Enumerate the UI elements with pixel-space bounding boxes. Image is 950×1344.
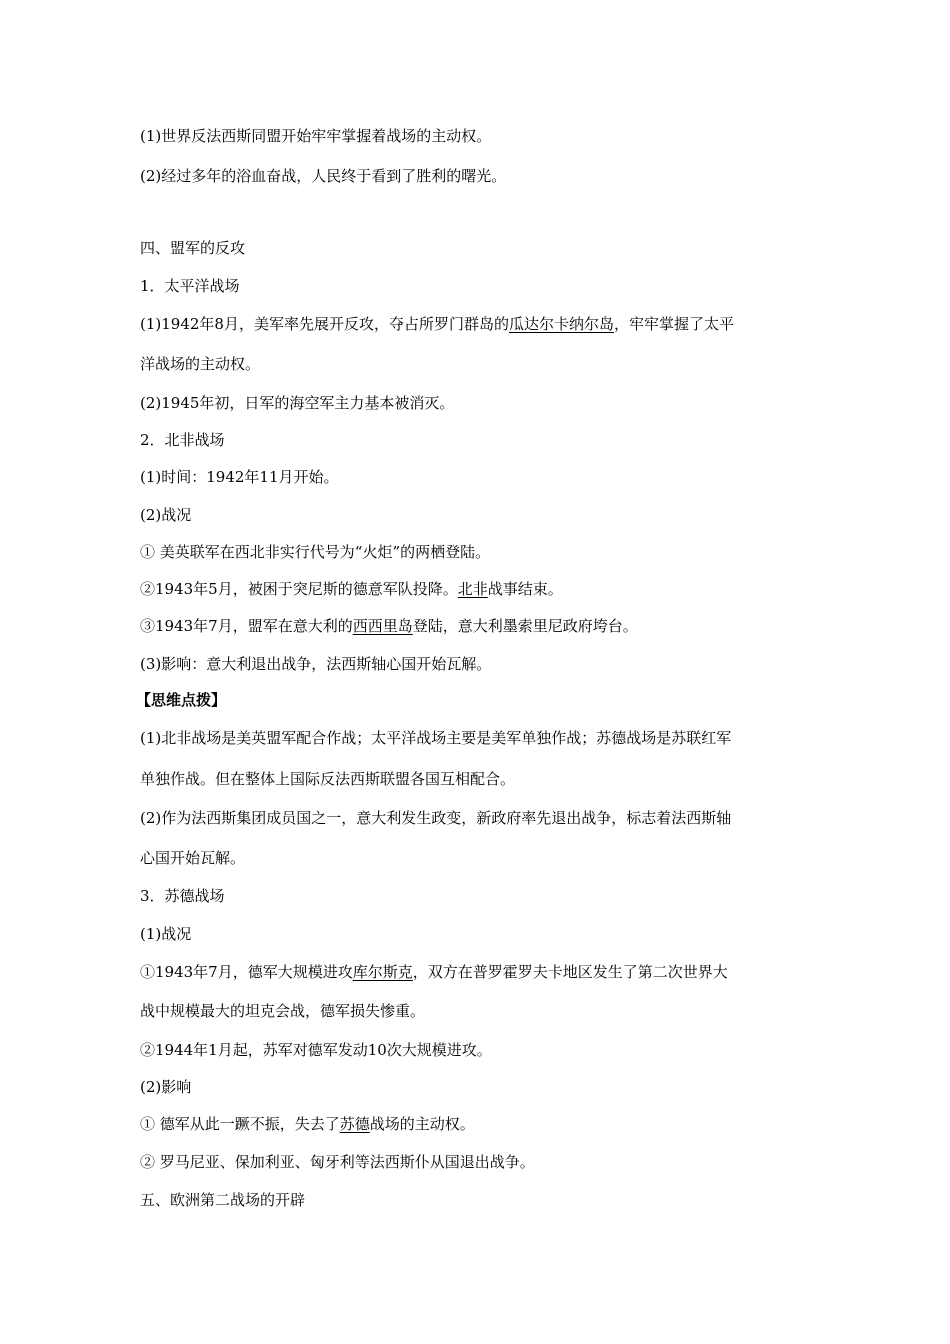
underlined-term: 苏德 [339, 1115, 370, 1133]
paragraph-line: (1)战况 [140, 925, 192, 943]
paragraph-line [140, 616, 638, 636]
paragraph-line: ① 美英联军在西北非实行代号为“火炬”的两栖登陆。 [140, 543, 491, 561]
text-run: ②1943年5月，被困于突尼斯的德意军队投降。 [140, 580, 458, 598]
paragraph-line: ② 罗马尼亚、保加利亚、匈牙利等法西斯仆从国退出战争。 [140, 1153, 535, 1171]
paragraph-line: 战中规模最大的坦克会战，德军损失惨重。 [140, 1002, 426, 1020]
underlined-term: 西西里岛 [352, 617, 413, 635]
text-run: 登陆，意大利墨索里尼政府垮台。 [412, 617, 638, 635]
paragraph-line: (1)世界反法西斯同盟开始牢牢掌握着战场的主动权。 [140, 127, 492, 145]
text-run: ① 德军从此一蹶不振，失去了 [140, 1115, 340, 1133]
paragraph-line: (2)影响 [140, 1078, 192, 1096]
underlined-term: 北非 [457, 580, 488, 598]
paragraph-line: (2)1945年初，日军的海空军主力基本被消灭。 [140, 394, 455, 412]
text-run: ，牢牢掌握了太平 [613, 315, 734, 333]
subsection-heading: 3．苏德战场 [140, 887, 225, 905]
underlined-term: 库尔斯克 [352, 963, 413, 981]
paragraph-line: (3)影响：意大利退出战争，法西斯轴心国开始瓦解。 [140, 655, 492, 673]
paragraph-line: (2)战况 [140, 506, 192, 524]
paragraph-line: 洋战场的主动权。 [140, 355, 261, 373]
text-run: ③1943年7月，盟军在意大利的 [140, 617, 353, 635]
section-heading: 五、欧洲第二战场的开辟 [140, 1191, 306, 1209]
subsection-heading: 2．北非战场 [140, 431, 225, 449]
paragraph-line [140, 1114, 475, 1134]
paragraph-line: (2)经过多年的浴血奋战，人民终于看到了胜利的曙光。 [140, 167, 507, 185]
paragraph-line: (1)时间：1942年11月开始。 [140, 468, 339, 486]
text-run: (1)1942年8月，美军率先展开反攻，夺占所罗门群岛的 [140, 315, 509, 333]
paragraph-line: (1)北非战场是美英盟军配合作战；太平洋战场主要是美军单独作战；苏德战场是苏联红军 [140, 729, 732, 747]
underlined-term: 瓜达尔卡纳尔岛 [508, 315, 614, 333]
paragraph-line: 单独作战。但在整体上国际反法西斯联盟各国互相配合。 [140, 770, 516, 788]
subsection-heading: 1．太平洋战场 [140, 277, 240, 295]
paragraph-line: 心国开始瓦解。 [140, 849, 246, 867]
tip-heading: 【思维点拨】 [136, 691, 227, 709]
text-run: 战场的主动权。 [369, 1115, 475, 1133]
paragraph-line [140, 314, 734, 334]
text-run: ①1943年7月，德军大规模进攻 [140, 963, 353, 981]
paragraph-line [140, 579, 563, 599]
text-run: ，双方在普罗霍罗夫卡地区发生了第二次世界大 [412, 963, 728, 981]
section-heading: 四、盟军的反攻 [140, 239, 246, 257]
paragraph-line: (2)作为法西斯集团成员国之一，意大利发生政变，新政府率先退出战争，标志着法西斯轴 [140, 809, 732, 827]
paragraph-line: ②1944年1月起，苏军对德军发动10次大规模进攻。 [140, 1041, 492, 1059]
paragraph-line [140, 962, 728, 982]
text-run: 战事结束。 [487, 580, 563, 598]
